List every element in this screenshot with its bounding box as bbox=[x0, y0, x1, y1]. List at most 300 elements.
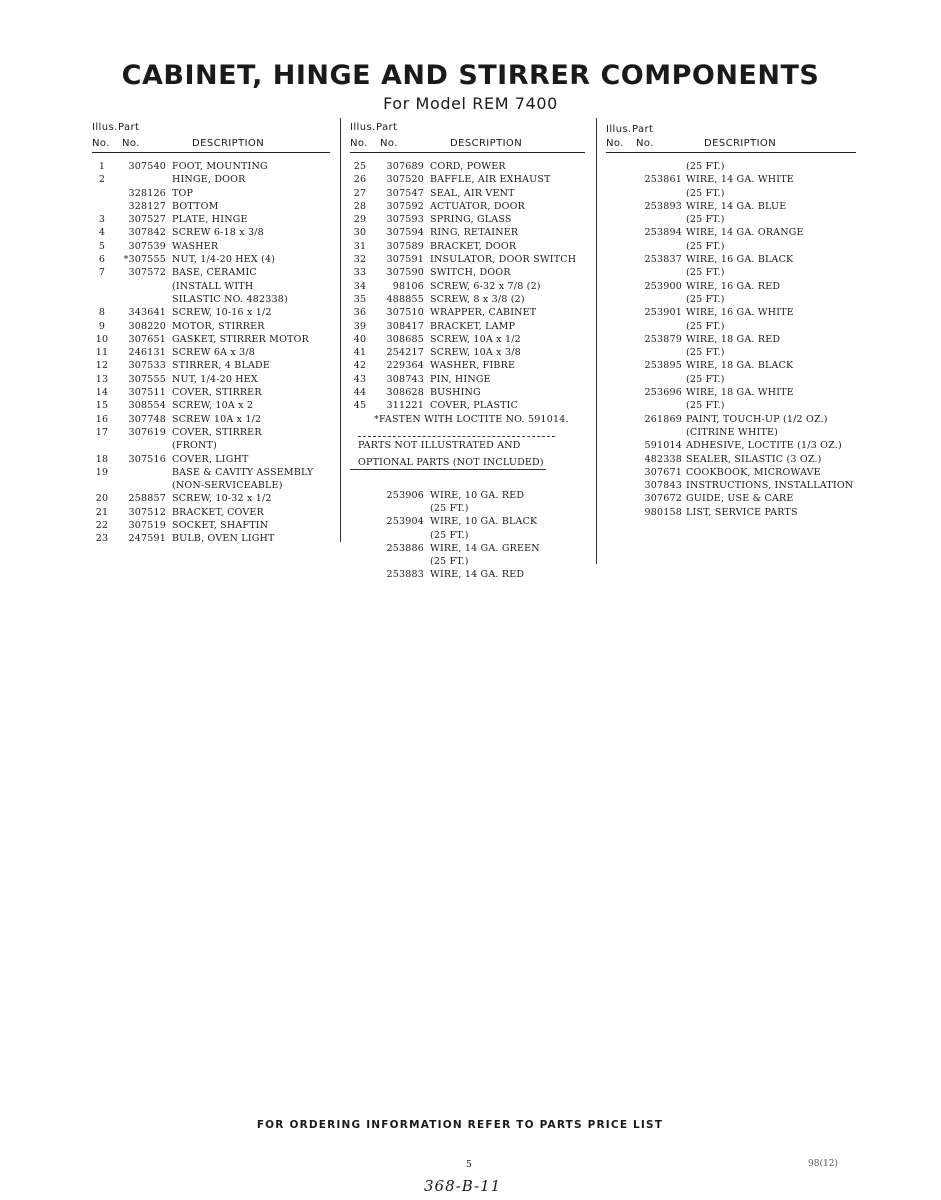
header-no: No. bbox=[380, 138, 398, 149]
parts-column-3 bbox=[606, 118, 856, 519]
parts-row bbox=[606, 466, 856, 479]
parts-row bbox=[92, 293, 330, 306]
parts-row bbox=[606, 200, 856, 213]
parts-row bbox=[606, 266, 856, 279]
illus-number: 14 bbox=[95, 387, 109, 399]
part-description: ADHESIVE, LOCTITE (1/3 OZ.) bbox=[686, 440, 842, 452]
illus-number: 21 bbox=[95, 506, 109, 518]
part-number: 307510 bbox=[386, 307, 424, 319]
part-description: BAFFLE, AIR EXHAUST bbox=[430, 174, 551, 186]
model-subtitle: For Model REM 7400 bbox=[383, 94, 558, 113]
loctite-note: *FASTEN WITH LOCTITE NO. 591014. bbox=[374, 413, 569, 425]
parts-row bbox=[606, 399, 856, 412]
header-illus: Illus. bbox=[92, 122, 118, 133]
part-description: WIRE, 14 GA. RED bbox=[430, 569, 525, 581]
part-number: 254217 bbox=[386, 347, 424, 359]
part-number: *307555 bbox=[123, 254, 166, 266]
part-description: (25 FT.) bbox=[686, 400, 725, 412]
part-description: (25 FT.) bbox=[686, 373, 725, 385]
part-description: WIRE, 18 GA. WHITE bbox=[686, 387, 794, 399]
part-description: SOCKET, SHAFTIN bbox=[172, 520, 269, 532]
part-number: 253901 bbox=[644, 307, 682, 319]
parts-row bbox=[350, 173, 585, 186]
part-description: (25 FT.) bbox=[686, 240, 725, 252]
part-number: 328127 bbox=[128, 200, 166, 212]
illus-number: 30 bbox=[353, 227, 367, 239]
part-number: 98106 bbox=[392, 280, 424, 292]
part-description: FOOT, MOUNTING bbox=[172, 161, 268, 172]
part-description: SWITCH, DOOR bbox=[430, 267, 511, 279]
parts-row bbox=[92, 506, 330, 519]
parts-row bbox=[606, 479, 856, 492]
parts-row bbox=[92, 492, 330, 505]
part-description: ACTUATOR, DOOR bbox=[430, 200, 525, 212]
parts-row bbox=[92, 333, 330, 346]
illus-number: 34 bbox=[353, 280, 367, 292]
part-number: 246131 bbox=[128, 347, 166, 359]
parts-row bbox=[606, 320, 856, 333]
parts-row bbox=[606, 240, 856, 253]
part-number: 307547 bbox=[386, 187, 424, 199]
part-number: 307591 bbox=[386, 254, 424, 266]
parts-row bbox=[350, 373, 585, 386]
header-no: No. bbox=[92, 138, 110, 149]
parts-row bbox=[350, 568, 585, 581]
part-description: SCREW 6A x 3/8 bbox=[172, 347, 256, 359]
parts-row bbox=[92, 386, 330, 399]
illus-number: 9 bbox=[98, 320, 106, 332]
part-description: SCREW, 6-32 x 7/8 (2) bbox=[430, 280, 541, 292]
part-number: 308417 bbox=[386, 320, 424, 332]
illus-number: 12 bbox=[95, 360, 109, 372]
part-description: (INSTALL WITH bbox=[172, 280, 254, 292]
part-description: WIRE, 14 GA. WHITE bbox=[686, 174, 794, 186]
illus-number: 29 bbox=[353, 214, 367, 226]
parts-row bbox=[92, 359, 330, 372]
parts-row bbox=[92, 466, 330, 479]
parts-row bbox=[606, 492, 856, 505]
part-description: BOTTOM bbox=[172, 200, 219, 212]
document-code: 98(12) bbox=[808, 1159, 838, 1169]
part-number: 253696 bbox=[644, 387, 682, 399]
part-description: (25 FT.) bbox=[686, 267, 725, 279]
part-description: WIRE, 16 GA. RED bbox=[686, 280, 781, 292]
part-description: RING, RETAINER bbox=[430, 227, 519, 239]
part-number: 307672 bbox=[644, 493, 682, 505]
handwritten-note: 368-B-11 bbox=[424, 1177, 502, 1195]
part-description: (NON-SERVICEABLE) bbox=[172, 480, 283, 492]
illus-number: 19 bbox=[95, 466, 109, 478]
header-no: No. bbox=[636, 138, 654, 149]
part-description: COVER, STIRRER bbox=[172, 426, 262, 438]
part-description: SCREW 10A x 1/2 bbox=[172, 413, 262, 425]
part-number: 253894 bbox=[644, 227, 682, 239]
parts-row bbox=[606, 280, 856, 293]
part-description: GASKET, STIRRER MOTOR bbox=[172, 333, 309, 345]
part-description: (25 FT.) bbox=[686, 320, 725, 332]
column-header bbox=[606, 118, 856, 153]
part-number: 307593 bbox=[386, 214, 424, 226]
parts-row bbox=[350, 187, 585, 200]
parts-row bbox=[92, 226, 330, 239]
parts-row bbox=[350, 489, 585, 502]
part-number: 307520 bbox=[386, 174, 424, 186]
page-number: 5 bbox=[466, 1160, 472, 1170]
illus-number: 35 bbox=[353, 293, 367, 305]
parts-row bbox=[606, 506, 856, 519]
part-description: WIRE, 16 GA. BLACK bbox=[686, 254, 794, 266]
part-number: 253893 bbox=[644, 200, 682, 212]
parts-row bbox=[350, 359, 585, 372]
part-description: BASE, CERAMIC bbox=[172, 267, 257, 279]
part-description: WIRE, 10 GA. BLACK bbox=[430, 516, 538, 528]
parts-row bbox=[606, 187, 856, 200]
page-title: CABINET, HINGE AND STIRRER COMPONENTS bbox=[121, 60, 820, 91]
part-number: 308628 bbox=[386, 387, 424, 399]
parts-row bbox=[350, 280, 585, 293]
illus-number: 5 bbox=[98, 240, 106, 252]
header-illus: Illus. bbox=[606, 124, 632, 135]
part-description: HINGE, DOOR bbox=[172, 174, 246, 186]
illus-number: 22 bbox=[95, 520, 109, 532]
part-description: (25 FT.) bbox=[430, 529, 469, 541]
part-description: PIN, HINGE bbox=[430, 373, 491, 385]
part-number: 307842 bbox=[128, 227, 166, 239]
part-description: PAINT, TOUCH-UP (1/2 OZ.) bbox=[686, 413, 828, 425]
illus-number: 10 bbox=[95, 333, 109, 345]
part-description: WASHER, FIBRE bbox=[430, 360, 516, 372]
illus-number: 26 bbox=[353, 174, 367, 186]
part-description: SCREW, 10-16 x 1/2 bbox=[172, 307, 272, 319]
parts-row bbox=[350, 226, 585, 239]
part-number: 307539 bbox=[128, 240, 166, 252]
optional-parts-heading: OPTIONAL PARTS (NOT INCLUDED) bbox=[350, 456, 546, 470]
part-number: 307651 bbox=[128, 333, 166, 345]
dashed-divider bbox=[358, 436, 555, 437]
parts-row bbox=[606, 293, 856, 306]
part-number: 308743 bbox=[386, 373, 424, 385]
part-number: 307592 bbox=[386, 200, 424, 212]
part-description: WIRE, 18 GA. RED bbox=[686, 333, 781, 345]
part-description: COVER, PLASTIC bbox=[430, 400, 519, 412]
parts-row bbox=[606, 426, 856, 439]
part-number: 328126 bbox=[128, 187, 166, 199]
part-description: SCREW, 10A x 2 bbox=[172, 400, 254, 412]
illus-number: 27 bbox=[353, 187, 367, 199]
parts-row bbox=[92, 426, 330, 439]
illus-number: 32 bbox=[353, 254, 367, 266]
part-number: 247591 bbox=[128, 533, 166, 545]
part-description: WIRE, 10 GA. RED bbox=[430, 489, 525, 501]
illus-number: 2 bbox=[98, 174, 106, 186]
parts-row bbox=[606, 413, 856, 426]
header-description: DESCRIPTION bbox=[450, 138, 523, 149]
part-number: 980158 bbox=[644, 506, 682, 518]
parts-row bbox=[92, 306, 330, 319]
part-description: SILASTIC NO. 482338) bbox=[172, 293, 288, 305]
parts-row bbox=[606, 373, 856, 386]
parts-column-1 bbox=[92, 118, 330, 546]
part-description: WIRE, 14 GA. BLUE bbox=[686, 200, 787, 212]
illus-number: 40 bbox=[353, 333, 367, 345]
parts-row bbox=[350, 320, 585, 333]
illus-number: 6 bbox=[98, 254, 106, 266]
parts-row bbox=[606, 439, 856, 452]
parts-list bbox=[92, 153, 330, 546]
illus-number: 31 bbox=[353, 240, 367, 252]
part-description: (25 FT.) bbox=[686, 293, 725, 305]
part-number: 253904 bbox=[386, 516, 424, 528]
parts-row bbox=[350, 346, 585, 359]
parts-row bbox=[606, 213, 856, 226]
part-description: BRACKET, DOOR bbox=[430, 240, 517, 252]
part-description: NUT, 1/4-20 HEX bbox=[172, 373, 258, 385]
parts-row bbox=[92, 213, 330, 226]
parts-row bbox=[350, 240, 585, 253]
parts-row bbox=[350, 293, 585, 306]
illus-number: 36 bbox=[353, 307, 367, 319]
illus-number: 43 bbox=[353, 373, 367, 385]
part-description: GUIDE, USE & CARE bbox=[686, 493, 794, 505]
part-description: (25 FT.) bbox=[686, 161, 725, 172]
part-description: (25 FT.) bbox=[430, 556, 469, 568]
parts-row bbox=[92, 413, 330, 426]
parts-row bbox=[92, 399, 330, 412]
column-header bbox=[350, 118, 585, 153]
part-description: SEALER, SILASTIC (3 OZ.) bbox=[686, 453, 822, 465]
parts-row bbox=[350, 333, 585, 346]
parts-list bbox=[350, 153, 585, 413]
part-number: 307748 bbox=[128, 413, 166, 425]
illus-number: 13 bbox=[95, 373, 109, 385]
header-no: No. bbox=[606, 138, 624, 149]
header-part: Part bbox=[118, 122, 140, 133]
header-illus: Illus. bbox=[350, 122, 376, 133]
part-number: 591014 bbox=[644, 440, 682, 452]
part-description: WASHER bbox=[172, 240, 219, 252]
part-description: MOTOR, STIRRER bbox=[172, 320, 265, 332]
parts-row bbox=[92, 200, 330, 213]
parts-row bbox=[92, 453, 330, 466]
parts-row bbox=[350, 399, 585, 412]
parts-row bbox=[606, 160, 856, 173]
parts-row bbox=[350, 529, 585, 542]
parts-row bbox=[92, 240, 330, 253]
part-description: BASE & CAVITY ASSEMBLY bbox=[172, 466, 314, 478]
parts-row bbox=[606, 386, 856, 399]
parts-row bbox=[350, 542, 585, 555]
part-number: 307590 bbox=[386, 267, 424, 279]
part-description: WIRE, 14 GA. GREEN bbox=[430, 542, 540, 554]
part-number: 307512 bbox=[128, 506, 166, 518]
illus-number: 8 bbox=[98, 307, 106, 319]
parts-column-2 bbox=[350, 118, 585, 582]
parts-row bbox=[350, 502, 585, 515]
part-description: (CITRINE WHITE) bbox=[686, 426, 779, 438]
part-number: 253837 bbox=[644, 254, 682, 266]
parts-row bbox=[350, 306, 585, 319]
illus-number: 23 bbox=[95, 533, 109, 545]
column-header bbox=[92, 118, 330, 153]
part-description: BULB, OVEN LIGHT bbox=[172, 533, 275, 545]
part-description: LIST, SERVICE PARTS bbox=[686, 506, 798, 518]
illus-number: 7 bbox=[98, 267, 106, 279]
illus-number: 17 bbox=[95, 426, 109, 438]
part-description: WIRE, 14 GA. ORANGE bbox=[686, 227, 804, 239]
part-number: 307533 bbox=[128, 360, 166, 372]
part-number: 307671 bbox=[644, 466, 682, 478]
parts-list bbox=[350, 482, 585, 582]
part-number: 253883 bbox=[386, 569, 424, 581]
header-description: DESCRIPTION bbox=[704, 138, 777, 149]
part-description: STIRRER, 4 BLADE bbox=[172, 360, 270, 372]
part-number: 307689 bbox=[386, 161, 424, 172]
parts-row bbox=[92, 280, 330, 293]
parts-row bbox=[606, 333, 856, 346]
part-number: 343641 bbox=[128, 307, 166, 319]
part-description: (FRONT) bbox=[172, 440, 217, 452]
part-number: 307572 bbox=[128, 267, 166, 279]
parts-row bbox=[92, 266, 330, 279]
part-description: TOP bbox=[172, 187, 194, 199]
parts-row bbox=[92, 173, 330, 186]
part-description: COOKBOOK, MICROWAVE bbox=[686, 466, 821, 478]
part-description: PLATE, HINGE bbox=[172, 214, 248, 226]
parts-row bbox=[92, 346, 330, 359]
parts-row bbox=[350, 213, 585, 226]
part-number: 307619 bbox=[128, 426, 166, 438]
illus-number: 11 bbox=[95, 347, 109, 359]
part-description: SEAL, AIR VENT bbox=[430, 187, 515, 199]
part-number: 308554 bbox=[128, 400, 166, 412]
part-number: 482338 bbox=[644, 453, 682, 465]
header-no: No. bbox=[350, 138, 368, 149]
illus-number: 16 bbox=[95, 413, 109, 425]
parts-row bbox=[606, 253, 856, 266]
illus-number: 15 bbox=[95, 400, 109, 412]
parts-row bbox=[606, 346, 856, 359]
part-description: SCREW, 10-32 x 1/2 bbox=[172, 493, 272, 505]
part-number: 308220 bbox=[128, 320, 166, 332]
illus-number: 39 bbox=[353, 320, 367, 332]
illus-number: 41 bbox=[353, 347, 367, 359]
parts-row bbox=[350, 253, 585, 266]
illus-number: 33 bbox=[353, 267, 367, 279]
parts-row bbox=[350, 515, 585, 528]
parts-row bbox=[92, 532, 330, 545]
parts-row bbox=[92, 519, 330, 532]
column-divider bbox=[340, 118, 341, 542]
part-description: SCREW, 8 x 3/8 (2) bbox=[430, 293, 525, 305]
part-description: CORD, POWER bbox=[430, 161, 506, 172]
illus-number: 3 bbox=[98, 214, 106, 226]
parts-row bbox=[92, 187, 330, 200]
part-description: SCREW, 10A x 1/2 bbox=[430, 333, 521, 345]
part-number: 253900 bbox=[644, 280, 682, 292]
parts-row bbox=[92, 253, 330, 266]
parts-row bbox=[92, 479, 330, 492]
part-description: BRACKET, COVER bbox=[172, 506, 264, 518]
parts-row bbox=[606, 306, 856, 319]
part-description: (25 FT.) bbox=[686, 214, 725, 226]
illus-number: 45 bbox=[353, 400, 367, 412]
part-description: COVER, STIRRER bbox=[172, 387, 262, 399]
part-number: 307516 bbox=[128, 453, 166, 465]
part-number: 308685 bbox=[386, 333, 424, 345]
part-number: 307519 bbox=[128, 520, 166, 532]
parts-list bbox=[606, 153, 856, 519]
parts-row bbox=[350, 555, 585, 568]
parts-row bbox=[606, 173, 856, 186]
part-description: BRACKET, LAMP bbox=[430, 320, 516, 332]
part-number: 488855 bbox=[386, 293, 424, 305]
part-number: 253861 bbox=[644, 174, 682, 186]
header-part: Part bbox=[632, 124, 654, 135]
part-number: 261869 bbox=[644, 413, 682, 425]
part-description: INSULATOR, DOOR SWITCH bbox=[430, 254, 577, 266]
parts-row bbox=[92, 373, 330, 386]
part-number: 307589 bbox=[386, 240, 424, 252]
illus-number: 1 bbox=[98, 161, 106, 172]
illus-number: 18 bbox=[95, 453, 109, 465]
part-number: 229364 bbox=[386, 360, 424, 372]
part-description: (25 FT.) bbox=[686, 187, 725, 199]
part-number: 307527 bbox=[128, 214, 166, 226]
illus-number: 44 bbox=[353, 387, 367, 399]
column-divider bbox=[596, 118, 597, 564]
parts-row bbox=[92, 160, 330, 173]
illus-number: 20 bbox=[95, 493, 109, 505]
part-description: WRAPPER, CABINET bbox=[430, 307, 537, 319]
ordering-footer: FOR ORDERING INFORMATION REFER TO PARTS PRICE LIST bbox=[256, 1119, 664, 1131]
illus-number: 25 bbox=[353, 161, 367, 172]
part-description: INSTRUCTIONS, INSTALLATION bbox=[686, 480, 854, 492]
part-description: SCREW 6-18 x 3/8 bbox=[172, 227, 264, 239]
not-illustrated-heading: PARTS NOT ILLUSTRATED AND bbox=[358, 439, 521, 451]
header-part: Part bbox=[376, 122, 398, 133]
parts-row bbox=[350, 200, 585, 213]
illus-number: 4 bbox=[98, 227, 106, 239]
parts-row bbox=[350, 160, 585, 173]
parts-row bbox=[606, 453, 856, 466]
part-description: COVER, LIGHT bbox=[172, 453, 249, 465]
illus-number: 28 bbox=[353, 200, 367, 212]
part-description: SPRING, GLASS bbox=[430, 214, 512, 226]
part-number: 258857 bbox=[128, 493, 166, 505]
parts-row bbox=[606, 226, 856, 239]
part-description: NUT, 1/4-20 HEX (4) bbox=[172, 254, 276, 266]
parts-row bbox=[92, 320, 330, 333]
part-number: 253886 bbox=[386, 542, 424, 554]
part-number: 311221 bbox=[386, 400, 424, 412]
part-description: WIRE, 18 GA. BLACK bbox=[686, 360, 794, 372]
header-description: DESCRIPTION bbox=[192, 138, 265, 149]
part-number: 307843 bbox=[644, 480, 682, 492]
parts-row bbox=[350, 266, 585, 279]
part-number: 307555 bbox=[128, 373, 166, 385]
part-number: 253895 bbox=[644, 360, 682, 372]
part-description: (25 FT.) bbox=[686, 347, 725, 359]
part-description: SCREW, 10A x 3/8 bbox=[430, 347, 521, 359]
part-number: 307540 bbox=[128, 161, 166, 172]
part-description: BUSHING bbox=[430, 387, 481, 399]
header-no: No. bbox=[122, 138, 140, 149]
part-number: 307511 bbox=[128, 387, 166, 399]
part-number: 307594 bbox=[386, 227, 424, 239]
parts-row bbox=[350, 386, 585, 399]
illus-number: 42 bbox=[353, 360, 367, 372]
parts-row bbox=[92, 439, 330, 452]
